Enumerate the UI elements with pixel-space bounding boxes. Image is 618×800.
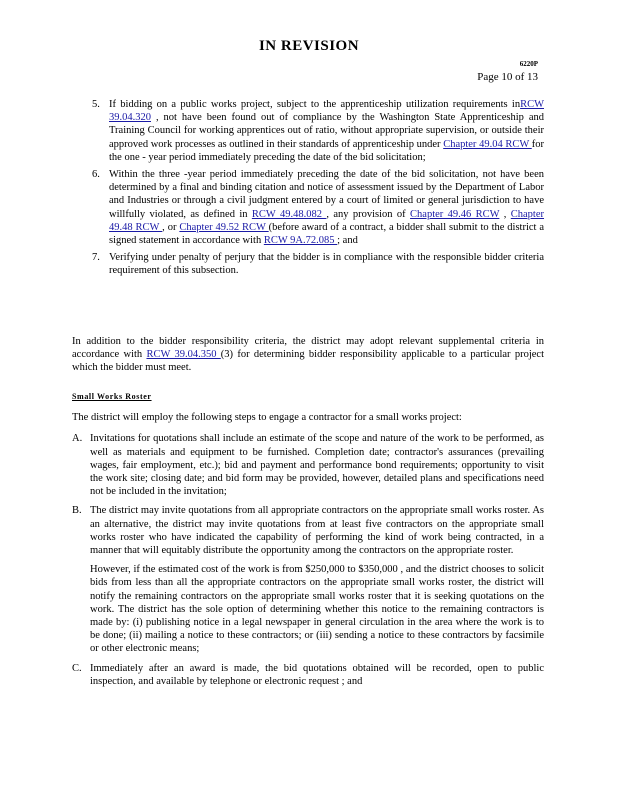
item-text: [109, 168, 544, 247]
item-number: 5.: [92, 99, 100, 110]
item-text: Invitations for quotations shall include an estimate of the scope and nature of the work to be performed, as well as materials and equipment to be furnished. Completion date; contractor's assurances (prevailing wages, fair employment, etc.); bid and payment and performance bond requirements; opportunity to visit the work site; closing date; and bid form may be provided, however, detailed plans and specifications need not be included in the invitation;: [90, 433, 544, 498]
chapter-link[interactable]: Chapter 49.04 RCW: [443, 138, 532, 150]
list-item-7: [72, 251, 544, 277]
text-run: , not have been found out of compliance by the Washington State Apprenticeship and Training Council for working apprentices out of ratio, without appropriate supervision, or outside their approved work processes as outlined in their standards of apprenticeship under: [109, 112, 544, 150]
text-run: , or: [162, 221, 180, 233]
small-works-section: [72, 390, 544, 694]
text-run: In addition to the bidder responsibility criteria, the district may adopt relevant supplemental criteria in accordance with: [72, 336, 544, 361]
item-number: 6.: [92, 169, 100, 181]
text-run: ; and: [337, 235, 358, 247]
item-letter: B.: [72, 505, 82, 517]
text-run: , any provision of: [326, 208, 411, 220]
numbered-list: [72, 98, 544, 282]
additional-criteria-paragraph: [72, 335, 544, 375]
page-number: Page 10 of 13: [477, 71, 538, 83]
chapter-link[interactable]: Chapter 49.48 RCW: [109, 208, 545, 233]
item-letter: C.: [72, 662, 82, 674]
text-run: for the one - year period immediately preceding the date of the bid solicitation;: [109, 138, 544, 163]
section-intro: The district will employ the following steps to engage a contractor for a small works project:: [72, 412, 462, 424]
item-number: 7.: [92, 252, 100, 264]
list-item-a: [72, 432, 544, 498]
rcw-link[interactable]: RCW 49.48.082: [251, 208, 327, 220]
policy-code: 6220P: [519, 60, 538, 68]
text-run: (before award of a contract, a bidder shall submit to the district a signed statement in accordance with: [109, 221, 545, 247]
list-item-b-continued: [72, 563, 544, 655]
item-text: [109, 98, 544, 164]
list-item-6: [72, 168, 544, 247]
item-text: Verifying under penalty of perjury that the bidder is in compliance with the responsible bidder criteria requirement of this subsection.: [109, 252, 544, 277]
rcw-link[interactable]: RCW 9A.72.085: [263, 235, 338, 247]
rcw-link[interactable]: RCW 39.04.350: [146, 349, 221, 361]
list-item-c: [72, 662, 544, 688]
list-item-b: [72, 504, 544, 557]
item-letter: A.: [72, 433, 83, 445]
chapter-link[interactable]: Chapter 49.46 RCW: [410, 208, 500, 220]
text-run: (3) for determining bidder responsibility applicable to a particular project which the bidder must meet.: [72, 349, 544, 374]
list-item-5: [72, 98, 544, 164]
item-text: The district may invite quotations from all appropriate contractors on the appropriate small works roster. As an alternative, the district may invite quotations from at least five contractors on the appropriate small works roster who have indicated the capability of performing the kind of work being contracted, in a manner that will equitably distribute the opportunity among the contractors on the appropriate roster.: [90, 505, 544, 557]
text-run: ,: [499, 208, 511, 220]
section-heading: Small Works Roster: [72, 392, 152, 401]
item-text: Immediately after an award is made, the bid quotations obtained will be recorded, open to public inspection, and available by telephone or electronic request ; and: [90, 662, 544, 687]
text-run: Within the three -year period immediately preceding the date of the bid solicitation, not have been determined by a final and binding citation and notice of assessment issued by the Department of Labor and Industries or through a civil judgment entered by a court of limited or general jurisdiction to have willfully violated, as defined in: [109, 169, 544, 220]
text-run: If bidding on a public works project, subject to the apprenticeship utilization requirements in: [109, 99, 521, 110]
chapter-link[interactable]: Chapter 49.52 RCW: [179, 221, 269, 233]
item-text: However, if the estimated cost of the work is from $250,000 to $350,000 , and the district chooses to solicit bids from less than all the appropriate contractors on the appropriate small works roster, the district will notify the remaining contractors on the appropriate small works roster that it is seeking quotations on the work. The district has the sole option of determining whether this notice to the remaining contractors is made by: (i) publishing notice in a legal newspaper in general circulation in the area where the work is to be done; (ii) mailing a notice to these contractors; or (iii) sending a notice to these contractors by facsimile or other electronic means;: [90, 564, 544, 655]
rcw-link[interactable]: RCW 39.04.320: [109, 99, 544, 124]
page-title: IN REVISION: [258, 38, 360, 54]
